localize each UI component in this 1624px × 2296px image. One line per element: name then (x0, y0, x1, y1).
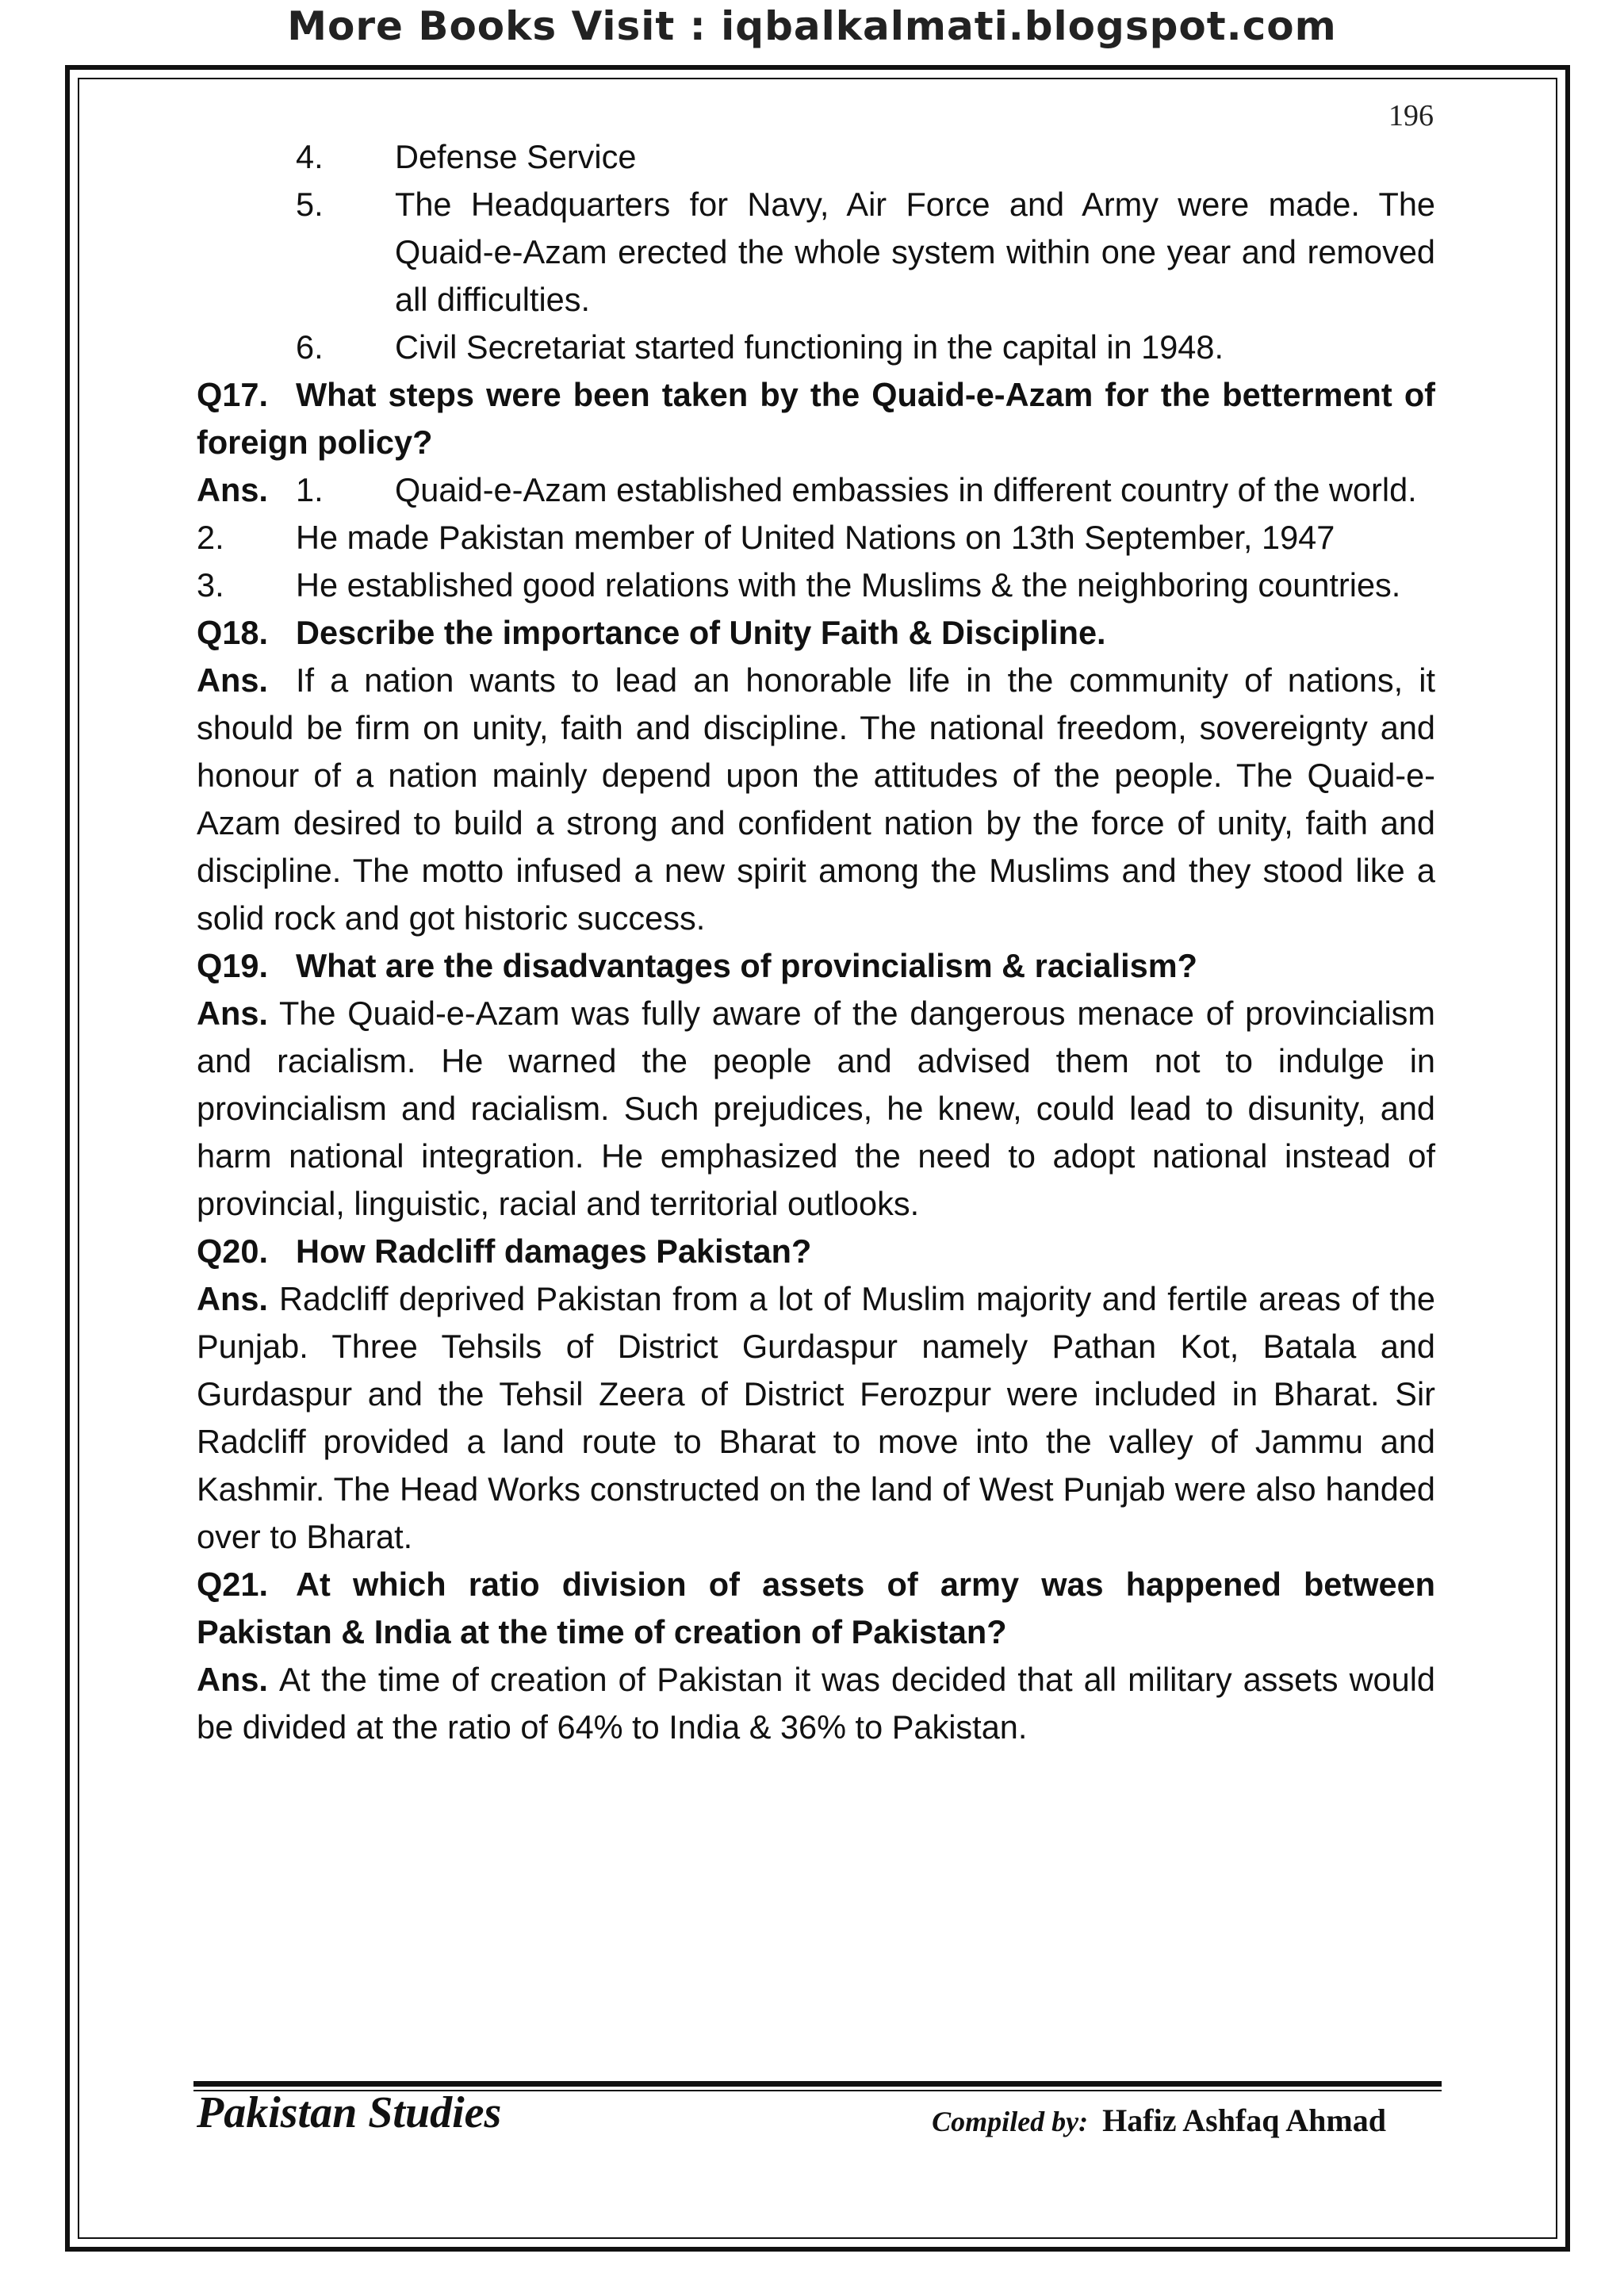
question-number: Q20. (197, 1232, 268, 1270)
footer-credit (932, 2102, 1386, 2139)
answer-text: If a nation wants to lead an honorable life in the community of nations, it should be firm on unity, faith and discipline. The national freedom, sovereignty and honour of a nation mainly depend upon the attitudes of the people. The Quaid-e-Azam desired to build a strong and confident nation by the force of unity, faith and discipline. The motto infused a new spirit among the Muslims and they stood like a solid rock and got historic success. (197, 661, 1435, 937)
list-item-text: Civil Secretariat started functioning in the capital in 1948. (395, 328, 1224, 366)
page-number: 196 (1388, 99, 1434, 132)
footer-book-title: Pakistan Studies (197, 2088, 502, 2137)
question-text: Describe the importance of Unity Faith & Discipline. (296, 614, 1106, 651)
point-text: Quaid-e-Azam established embassies in different country of the world. (395, 471, 1417, 508)
answer-label: Ans. (197, 1661, 268, 1698)
question-q20 (197, 1228, 1435, 1275)
answer-q20 (197, 1275, 1435, 1561)
question-q17 (197, 371, 1435, 466)
list-item-number: 5. (296, 186, 324, 223)
list-item-text: Defense Service (395, 138, 637, 175)
page-content (197, 133, 1435, 1751)
question-number: Q17. (197, 376, 268, 413)
answer-q17-point-1 (197, 466, 1435, 514)
answer-text: The Quaid-e-Azam was fully aware of the dangerous menace of provincialism and racialism. He warned the people and advised them not to indulge in provincialism and racialism. Such prejudices, he knew, could lead to disunity, and harm national integration. He emphasized the need to adopt national instead of provincial, linguistic, racial and territorial outlooks. (197, 995, 1435, 1222)
point-text: He made Pakistan member of United Nations on 13th September, 1947 (296, 519, 1335, 556)
answer-q19 (197, 990, 1435, 1228)
question-q18 (197, 609, 1435, 657)
list-item (197, 133, 1435, 181)
answer-q21 (197, 1656, 1435, 1751)
answer-text: At the time of creation of Pakistan it was decided that all military assets would be divided at the ratio of 64% to India & 36% to Pakistan. (197, 1661, 1435, 1746)
question-number: Q19. (197, 947, 268, 984)
answer-label: Ans. (197, 995, 268, 1032)
answer-q17-point-2 (197, 514, 1435, 562)
footer-author: Hafiz Ashfaq Ahmad (1102, 2102, 1386, 2138)
question-number: Q18. (197, 614, 268, 651)
answer-label: Ans. (197, 1280, 268, 1317)
answer-label: Ans. (197, 471, 268, 508)
list-item-number: 4. (296, 138, 324, 175)
answer-label: Ans. (197, 661, 268, 699)
question-text: What steps were been taken by the Quaid-e-Azam for the betterment of foreign policy? (197, 376, 1435, 461)
list-item (197, 324, 1435, 371)
point-text: He established good relations with the Muslims & the neighboring countries. (296, 566, 1401, 604)
question-text: At which ratio division of assets of army was happened between Pakistan & India at the time of creation of Pakistan? (197, 1566, 1435, 1650)
answer-q18 (197, 657, 1435, 942)
header-banner: More Books Visit : iqbalkalmati.blogspot.com (287, 3, 1337, 49)
question-number: Q21. (197, 1566, 268, 1603)
list-item (197, 181, 1435, 324)
answer-q17-point-3 (197, 562, 1435, 609)
point-number: 2. (197, 519, 224, 556)
list-item-text: The Headquarters for Navy, Air Force and Army were made. The Quaid-e-Azam erected the whole system within one year and removed all difficulties. (395, 186, 1435, 318)
footer-compiled-label: Compiled by: (932, 2106, 1089, 2137)
question-q19 (197, 942, 1435, 990)
question-text: What are the disadvantages of provincialism & racialism? (296, 947, 1197, 984)
point-number: 1. (296, 471, 324, 508)
point-number: 3. (197, 566, 224, 604)
answer-text: Radcliff deprived Pakistan from a lot of Muslim majority and fertile areas of the Punjab. Three Tehsils of District Gurdaspur namely Pathan Kot, Batala and Gurdaspur and the Tehsil Zeera of District Ferozpur were included in Bharat. Sir Radcliff provided a land route to Bharat to move into the valley of Jammu and Kashmir. The Head Works constructed on the land of West Punjab were also handed over to Bharat. (197, 1280, 1435, 1555)
question-q21 (197, 1561, 1435, 1656)
list-item-number: 6. (296, 328, 324, 366)
question-text: How Radcliff damages Pakistan? (296, 1232, 812, 1270)
footer-rule-thick (193, 2081, 1442, 2087)
